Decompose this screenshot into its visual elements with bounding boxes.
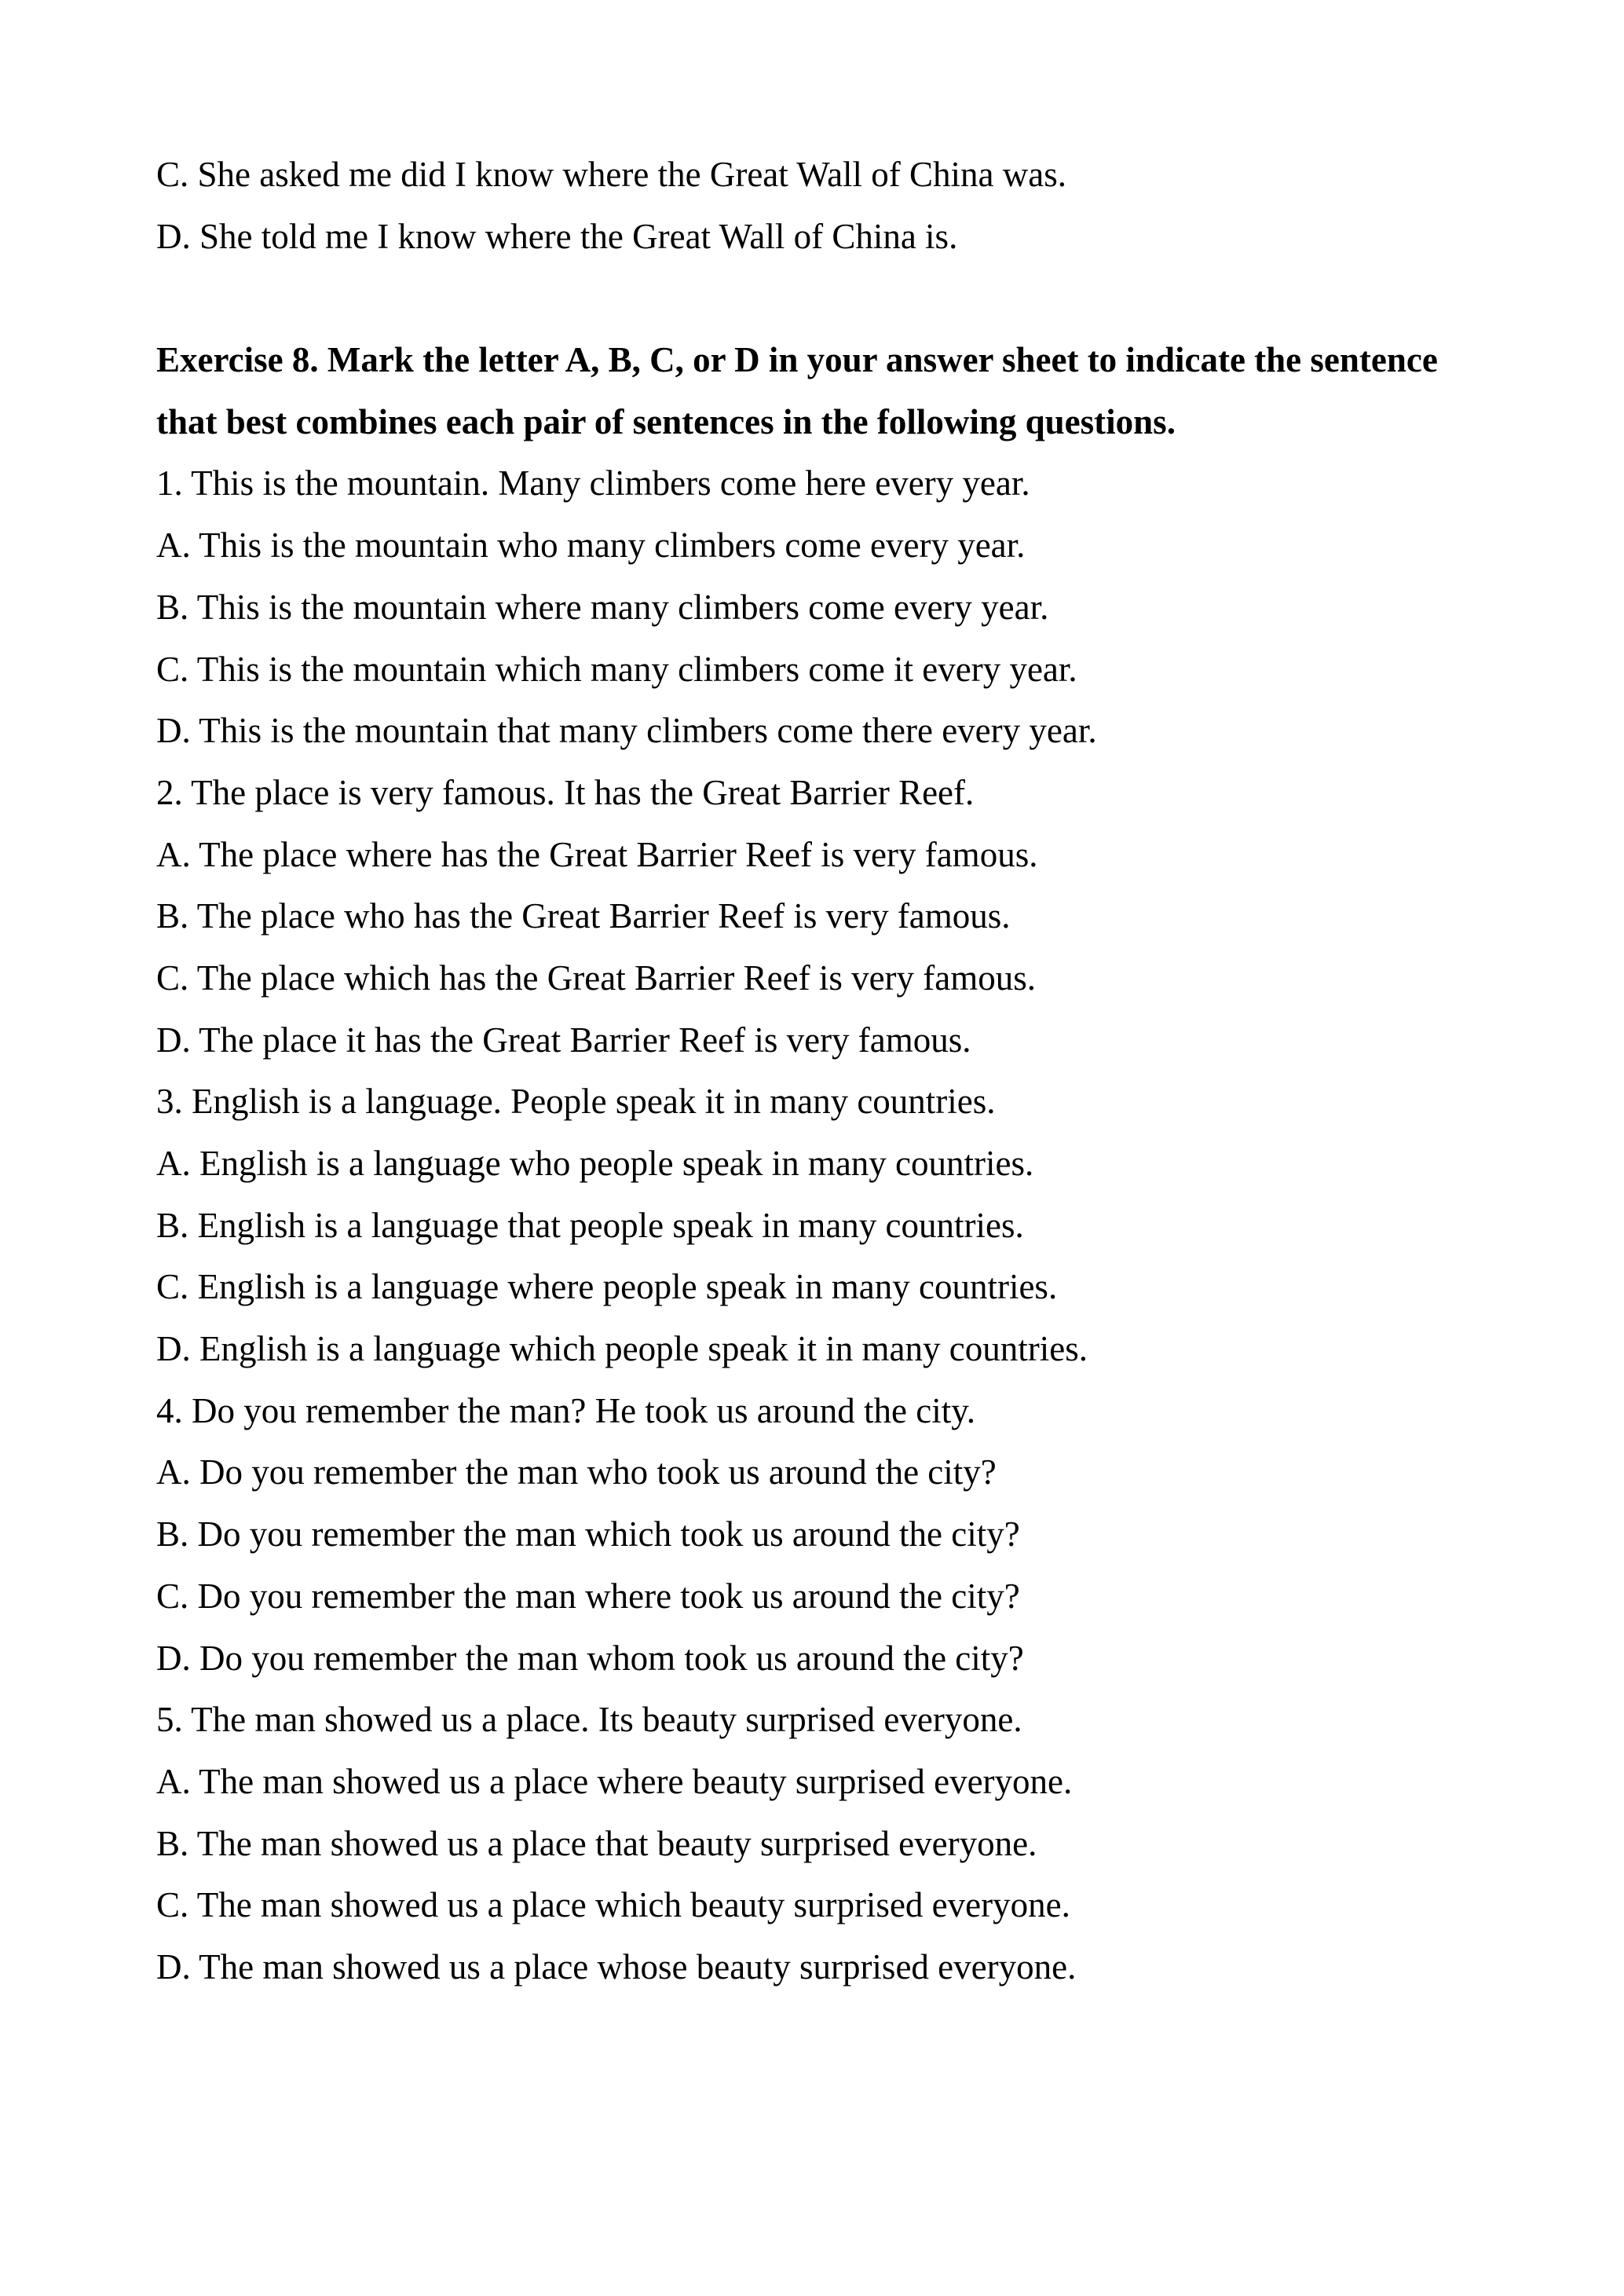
answer-option: D. Do you remember the man whom took us around the city?	[156, 1638, 1024, 1678]
answer-option: C. English is a language where people speak in many countries.	[156, 1267, 1058, 1307]
answer-option: A. Do you remember the man who took us around the city?	[156, 1452, 997, 1492]
answer-option: C. Do you remember the man where took us around the city?	[156, 1576, 1020, 1616]
answer-option: A. English is a language who people speak in many countries.	[156, 1144, 1034, 1183]
answer-option: A. The place where has the Great Barrier Reef is very famous.	[156, 834, 1038, 874]
question-prompt: 2. The place is very famous. It has the Great Barrier Reef.	[156, 772, 975, 812]
answer-option: B. Do you remember the man which took us around the city?	[156, 1514, 1020, 1554]
answer-option: B. English is a language that people speak in many countries.	[156, 1205, 1024, 1245]
answer-option: A. The man showed us a place where beauty surprised everyone.	[156, 1761, 1073, 1801]
question-prompt: 1. This is the mountain. Many climbers come here every year.	[156, 463, 1030, 504]
question-list	[156, 452, 1545, 1998]
answer-option: C. The man showed us a place which beauty surprised everyone.	[156, 1885, 1070, 1925]
previous-option-c: C. She asked me did I know where the Great Wall of China was.	[156, 155, 1067, 194]
answer-option: C. This is the mountain which many climbers come it every year.	[156, 649, 1077, 689]
spacer	[156, 267, 1545, 329]
answer-option: D. This is the mountain that many climbers come there every year.	[156, 711, 1097, 751]
answer-option: D. English is a language which people speak it in many countries.	[156, 1329, 1088, 1369]
question-prompt: 5. The man showed us a place. Its beauty surprised everyone.	[156, 1700, 1022, 1740]
document-page	[156, 144, 1545, 1998]
answer-option: D. The man showed us a place whose beauty surprised everyone.	[156, 1946, 1077, 1987]
answer-option: B. The place who has the Great Barrier Reef is very famous.	[156, 896, 1011, 936]
answer-option: C. The place which has the Great Barrier Reef is very famous.	[156, 958, 1037, 998]
exercise-title: Exercise 8. Mark the letter A, B, C, or D in your answer sheet to indicate the sentence	[156, 340, 1438, 380]
exercise-title-cont: that best combines each pair of sentences in the following questions.	[156, 401, 1176, 441]
answer-option: B. This is the mountain where many climbers come every year.	[156, 587, 1049, 627]
question-prompt: 3. English is a language. People speak it in many countries.	[156, 1082, 996, 1122]
previous-option-d: D. She told me I know where the Great Wall of China is.	[156, 216, 958, 256]
answer-option: D. The place it has the Great Barrier Reef is very famous.	[156, 1020, 971, 1060]
answer-option: B. The man showed us a place that beauty surprised everyone.	[156, 1823, 1037, 1863]
answer-option: A. This is the mountain who many climbers come every year.	[156, 525, 1026, 566]
question-prompt: 4. Do you remember the man? He took us around the city.	[156, 1390, 976, 1430]
